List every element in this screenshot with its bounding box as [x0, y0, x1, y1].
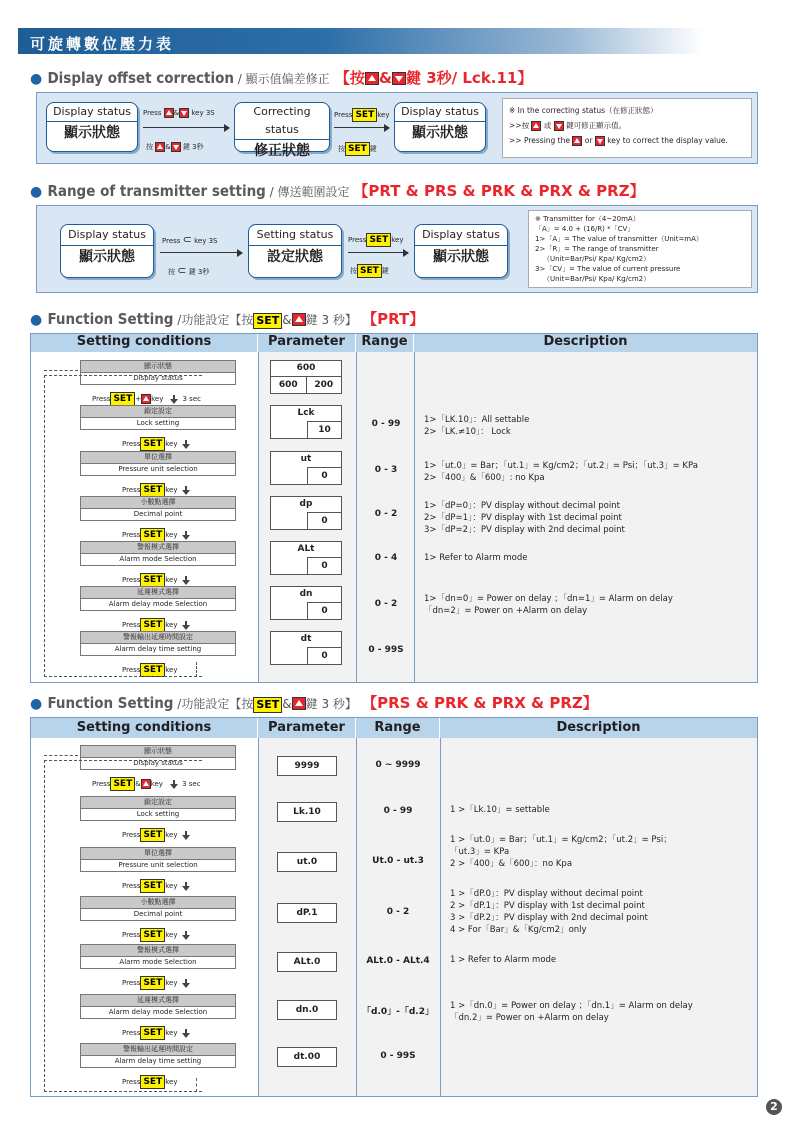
set-key: SET — [140, 573, 165, 587]
note-line: 2>「R」= The range of transmitter — [535, 245, 659, 253]
desc-unit: 1>「ut.0」= Bar；「ut.1」= Kg/cm2；「ut.2」= Psi；「ut.3」= KPa 2>「400」&「600」: no Kpa — [424, 461, 698, 483]
arrow1-bottom-label: 按 ⊂ 鍵 3秒 — [168, 264, 210, 277]
flow-arrow — [160, 252, 242, 253]
desc-decimal: 1 >「dP.0」：PV display without decimal point 2 >「dP.1」：PV display with 1st decimal point 3 >「dP.2」：PV display with 2nd decimal point 4 > For「Bar」&「Kg/cm2」only — [450, 889, 648, 935]
range-value: 0 - 99S — [368, 645, 404, 655]
state-box-setting — [248, 224, 342, 278]
param-code: dn — [299, 589, 313, 599]
section-title-zh: /功能設定【按 — [173, 313, 254, 327]
bullet-icon: ● — [30, 312, 43, 328]
amp: & — [282, 313, 292, 327]
range-value: 0 ~ 9999 — [375, 760, 421, 770]
param-value: 0 — [307, 512, 341, 530]
range-value: 0 - 2 — [386, 907, 410, 917]
section-title-en: Range of transmitter setting — [47, 182, 266, 200]
press-set-key: Press SET key — [122, 828, 190, 842]
press-set-key: Press SET key — [122, 1077, 178, 1087]
down-key-icon — [392, 72, 406, 85]
key-hint-rest: 鍵 3秒/ Lck.11】 — [406, 69, 533, 87]
step-label-zh: 警報模式選擇 — [81, 945, 235, 957]
param-box: dn.0 — [277, 1000, 337, 1020]
param-code: dp — [299, 499, 313, 509]
model-list: 【PRS & PRK & PRX & PRZ】 — [362, 694, 598, 712]
section-function-prt-heading — [30, 309, 424, 330]
note-line: ※ Transmitter for（4~20mA） — [535, 215, 640, 223]
step-label-en: Decimal point — [133, 510, 183, 518]
set-key: SET — [110, 392, 135, 406]
state-label-en: Display status — [68, 228, 146, 241]
set-key: SET — [140, 437, 165, 451]
arrow2-bottom-label: 按 SET 鍵 — [350, 266, 389, 276]
param-value: 10 — [307, 421, 341, 439]
header-range: Range — [356, 334, 414, 352]
param-box — [270, 631, 342, 665]
amp: & — [378, 69, 393, 87]
section-title-zh: /功能設定【按 — [173, 697, 254, 711]
state-box-display-2 — [394, 102, 486, 152]
param-box: ALt.0 — [277, 952, 337, 972]
step-label-en: Decimal point — [133, 910, 183, 918]
desc-delay: 1>「dn=0」= Power on delay ；「dn=1」= Alarm on delay 「dn=2」= Power on +Alarm on delay — [424, 594, 673, 616]
rotate-key-icon: ⊂ — [177, 264, 187, 277]
key-hint-rest: 鍵 3 秒】 — [305, 313, 357, 327]
step-label-en: Pressure unit selection — [118, 861, 198, 869]
step-label-zh: 延遲模式選擇 — [81, 587, 235, 599]
key-hint-open: 【按 — [334, 69, 365, 87]
step-label-en: Alarm delay time setting — [114, 645, 202, 653]
arrow1-bottom-label: 按 & 鍵 3秒 — [146, 143, 204, 151]
correction-note — [502, 98, 752, 158]
up-key-icon — [365, 72, 379, 85]
set-key: SET — [140, 1026, 165, 1040]
state-label-en: Display status — [401, 105, 479, 118]
step-label-zh: 小數點選擇 — [81, 497, 235, 509]
state-label-zh: 設定狀態 — [249, 245, 341, 268]
desc-alarm: 1> Refer to Alarm mode — [424, 553, 528, 563]
param-box — [270, 405, 342, 439]
press-set-key: Press SET key — [122, 665, 178, 675]
header-description: Description — [414, 334, 757, 352]
state-box-correcting — [234, 102, 330, 159]
press-set-key: Press SET key — [122, 879, 190, 893]
state-label-en: Display status — [422, 228, 500, 241]
press-set-key: Press SET key — [122, 483, 190, 497]
param-box: dP.1 — [277, 903, 337, 923]
set-key: SET — [140, 828, 165, 842]
header-description: Description — [440, 718, 757, 738]
section-title-zh: / 顯示值偏差修正 — [233, 72, 330, 86]
press-set-key: Press SET key — [122, 928, 190, 942]
step-label-zh: 警報輸出延遲時間設定 — [81, 632, 235, 644]
flow-arrow — [348, 252, 408, 253]
range-value: 0 - 99 — [383, 806, 413, 816]
param-value: 0 — [307, 602, 341, 620]
range-value: 0 - 2 — [374, 509, 398, 519]
press-set-key: Press SET key — [122, 976, 190, 990]
param-value: 0 — [307, 557, 341, 575]
param-box: Lk.10 — [277, 802, 337, 822]
note-line: ※ In the correcting status（在修正狀態） — [509, 106, 658, 115]
state-label-zh: 顯示狀態 — [395, 121, 485, 144]
flow-arrow — [334, 127, 389, 128]
press-set-key: Press SET key — [122, 528, 190, 542]
step-label-zh: 單位選擇 — [81, 452, 235, 464]
note-line: >>按 或 鍵可修正顯示值。 — [509, 121, 627, 130]
arrow2-bottom-label: 按 SET 鍵 — [338, 144, 377, 154]
press-combo-key: Press SET + key 3 sec — [92, 394, 201, 404]
flow-arrow — [143, 127, 229, 128]
set-key: SET — [140, 618, 165, 632]
bullet-icon: ● — [30, 184, 43, 200]
param-box — [270, 451, 342, 485]
param-box: dt.00 — [277, 1047, 337, 1067]
step-label-zh: 小數點選擇 — [81, 897, 235, 909]
set-key: SET — [140, 879, 165, 893]
section-offset-heading — [30, 68, 532, 89]
state-label-zh: 顯示狀態 — [61, 245, 153, 268]
step-label-zh: 鎖定設定 — [81, 406, 235, 418]
step-label-zh: 顯示狀態 — [81, 746, 235, 758]
loop-line — [44, 760, 202, 1092]
param-code: ut — [300, 454, 312, 464]
range-value: ALt.0 - ALt.4 — [366, 956, 430, 966]
param-code: 600 — [271, 361, 341, 377]
desc-unit: 1 >「ut.0」= Bar；「ut.1」= Kg/cm2；「ut.2」= Psi； 「ut.3」= KPa 2 >「400」&「600」：no Kpa — [450, 835, 672, 869]
step-label-en: Lock setting — [136, 810, 180, 818]
step-label-en: Alarm delay mode Selection — [108, 1008, 208, 1016]
param-value: 0 — [307, 467, 341, 485]
loop-entry-arrow — [44, 755, 78, 756]
rotate-key-icon: ⊂ — [182, 233, 192, 246]
step-label-en: Display status — [133, 759, 183, 767]
step-label-zh: 鎖定設定 — [81, 797, 235, 809]
press-combo-key: Press SET & key 3 sec — [92, 779, 201, 789]
state-label-en: Display status — [53, 105, 131, 118]
up-key-icon — [292, 697, 306, 710]
page-banner: 可旋轉數位壓力表 — [18, 28, 704, 54]
header-parameter: Parameter — [258, 334, 356, 352]
note-line: （Unit=Bar/Psi/ Kpa/ Kg/cm2） — [543, 275, 651, 283]
note-line: （Unit=Bar/Psi/ Kpa/ Kg/cm2） — [543, 255, 651, 263]
param-box — [270, 496, 342, 530]
step-label-zh: 警報模式選擇 — [81, 542, 235, 554]
header-setting-conditions: Setting conditions — [31, 718, 258, 738]
section-title-en: Function Setting — [47, 694, 174, 712]
set-key: SET — [253, 313, 282, 329]
step-label-zh: 顯示狀態 — [81, 361, 235, 373]
state-label-en: Correcting status — [253, 105, 311, 136]
range-value: 0 - 99S — [380, 1051, 416, 1061]
note-line: >> Pressing the or key to correct the display value. — [509, 136, 728, 145]
set-key: SET — [140, 976, 165, 990]
param-code: Lck — [297, 408, 315, 418]
state-label-zh: 修正狀態 — [235, 139, 329, 162]
state-label-en: Setting status — [256, 228, 334, 241]
note-line: 1>「A」= The value of transmitter（Unit=mA） — [535, 235, 703, 243]
arrow1-top-label: Press ⊂ key 3S — [162, 233, 218, 246]
desc-alarm: 1 > Refer to Alarm mode — [450, 955, 557, 965]
param-box: ut.0 — [277, 852, 337, 872]
transmitter-note — [528, 210, 752, 288]
param-box — [270, 586, 342, 620]
step-label-en: Pressure unit selection — [118, 465, 198, 473]
amp: & — [282, 697, 292, 711]
set-key: SET — [253, 697, 282, 713]
section-title-en: Display offset correction — [47, 69, 234, 87]
model-list: 【PRT & PRS & PRK & PRX & PRZ】 — [353, 182, 645, 200]
param-code: ALt — [297, 544, 315, 554]
step-label-en: Alarm mode Selection — [119, 555, 197, 563]
state-label-zh: 顯示狀態 — [415, 245, 507, 268]
range-value: 0 - 4 — [374, 553, 398, 563]
section-title-en: Function Setting — [47, 310, 174, 328]
param-code: dt — [300, 634, 312, 644]
press-set-key: Press SET key — [122, 618, 190, 632]
loop-entry-arrow — [44, 370, 78, 371]
param-value: 200 — [314, 380, 334, 390]
section-transmitter-heading — [30, 181, 645, 202]
note-line: 3>「CV」= The value of current pressure — [535, 265, 681, 273]
state-box-display — [60, 224, 154, 278]
model-list: 【PRT】 — [362, 310, 425, 328]
desc-decimal: 1>「dP=0」：PV display without decimal point 2>「dP=1」：PV display with 1st decimal point 3>「dP=2」：PV display with 2nd decimal point — [424, 501, 625, 535]
section-title-zh: / 傳送範圍設定 — [265, 185, 354, 199]
arrow2-top-label: Press SET key — [334, 110, 390, 120]
arrow2-top-label: Press SET key — [348, 235, 404, 245]
step-label-zh: 警報輸出延遲時間設定 — [81, 1044, 235, 1056]
range-value: 「d.0」-「d.2」 — [362, 1007, 434, 1017]
range-value: Ut.0 - ut.3 — [372, 856, 424, 866]
range-value: 0 - 99 — [371, 419, 401, 429]
set-key: SET — [110, 777, 135, 791]
range-value: 0 - 3 — [374, 465, 398, 475]
state-label-zh: 顯示狀態 — [47, 121, 137, 144]
step-label-zh: 延遲模式選擇 — [81, 995, 235, 1007]
param-box — [270, 541, 342, 575]
loop-line — [196, 662, 197, 677]
set-key: SET — [140, 528, 165, 542]
step-label-en: Alarm mode Selection — [119, 958, 197, 966]
param-display — [270, 360, 342, 394]
step-label-en: Alarm delay mode Selection — [108, 600, 208, 608]
press-set-key: Press SET key — [122, 437, 190, 451]
press-set-key: Press SET key — [122, 573, 190, 587]
state-box-display — [46, 102, 138, 152]
header-setting-conditions: Setting conditions — [31, 334, 258, 352]
desc-delay: 1 >「dn.0」= Power on delay ；「dn.1」= Alarm on delay 「dn.2」= Power on +Alarm on delay — [450, 1001, 693, 1023]
loop-line — [44, 375, 202, 677]
step-label-en: Display status — [133, 374, 183, 382]
desc-lock: 1>「LK.10」：All settable 2>「LK.≠10」： Lock — [424, 415, 530, 437]
key-hint-rest: 鍵 3 秒】 — [305, 697, 357, 711]
header-parameter: Parameter — [258, 718, 356, 738]
note-line: 「A」= 4.0 + (16/R) *「CV」 — [535, 225, 635, 233]
bullet-icon: ● — [30, 71, 43, 87]
arrow1-top-label: Press & key 3S — [143, 109, 215, 117]
set-key: SET — [140, 483, 165, 497]
section-function-prs-heading — [30, 693, 598, 714]
bullet-icon: ● — [30, 696, 43, 712]
step-label-zh: 單位選擇 — [81, 848, 235, 860]
up-key-icon — [292, 313, 306, 326]
param-value: 0 — [307, 647, 341, 665]
range-value: 0 - 2 — [374, 599, 398, 609]
step-label-en: Lock setting — [136, 419, 180, 427]
desc-lock: 1 >「Lk.10」= settable — [450, 805, 550, 815]
param-box: 9999 — [277, 756, 337, 776]
param-value: 600 — [271, 377, 307, 394]
step-label-en: Alarm delay time setting — [114, 1057, 202, 1065]
set-key: SET — [140, 928, 165, 942]
header-range: Range — [356, 718, 440, 738]
press-set-key: Press SET key — [122, 1026, 190, 1040]
loop-line — [196, 1078, 197, 1092]
state-box-display-2 — [414, 224, 508, 278]
page-number: 2 — [766, 1099, 782, 1115]
